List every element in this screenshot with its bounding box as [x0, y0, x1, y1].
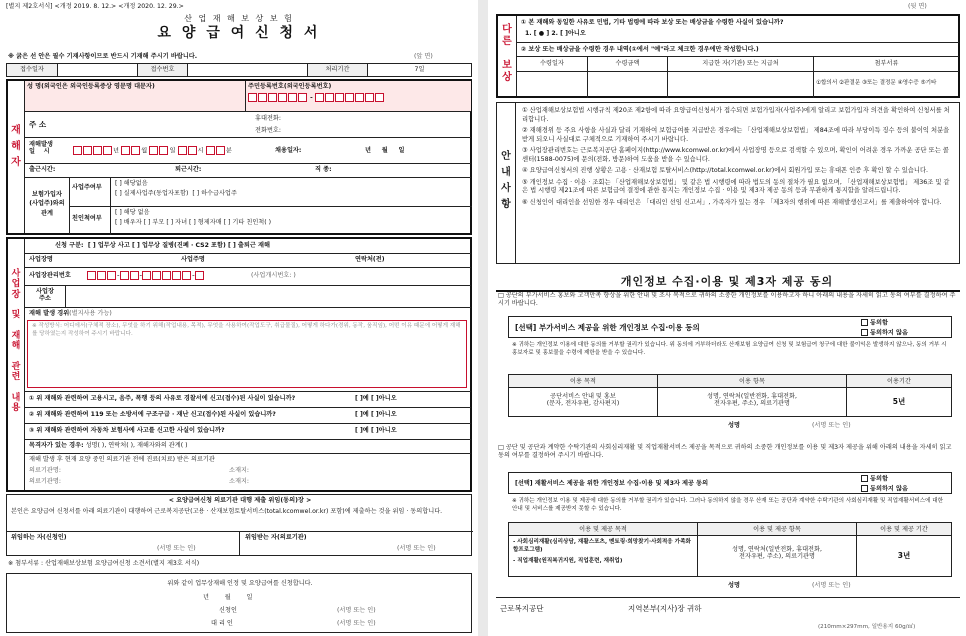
page-front-label: (앞 면) [414, 53, 433, 60]
c2-purpose-2: - 직업재활(원직복귀지원, 직업훈련, 재취업) [513, 557, 623, 564]
footer-dest: 지역본부(지사)장 귀하 [628, 604, 702, 613]
accident-date-row [25, 137, 471, 163]
c1-items: 성명, 연락처(일반전화, 휴대전화, 전자우편, 주소), 의료기관명 [657, 387, 847, 417]
footer-rule [496, 597, 960, 598]
business-side-label: 사 업 장 및 재 해 관 련 내 용 [11, 269, 21, 414]
question-3-row [25, 423, 471, 439]
work-time-label: 출근시간: [29, 166, 56, 173]
question-1-row [25, 391, 471, 407]
address-label: 주 소 [29, 120, 47, 129]
c1-col-items: 이용 항목 [657, 374, 847, 388]
delegation-text: 본인은 요양급여 신청서를 아래 의료기관이 대행하여 근로복지공단(고용 · 산재보험토탈서비스(total.kcomwel.or.kr) 포함)에 제출하는 것을 위임 · 동의합니다. [11, 508, 443, 515]
consent-2-disagree[interactable]: 동의하지 않음 [861, 485, 908, 493]
name-row [25, 81, 471, 111]
consent-1-note: ※ 귀하는 개인정보 이용에 대한 동의를 거부할 권리가 있습니다. 위 동의에 거부하더라도 산재보험 요양급여 신청 및 보험급여 청구에 대한 불이익은 발생하지 않으나, 동의 거부 시 홍보자료 및 홍보물을 수령에 제한을 받을 수 있습니다. [512, 342, 947, 356]
receipt-row [6, 63, 472, 77]
accident-process-hint: (별지사용 가능) [69, 310, 112, 317]
doc-options[interactable]: ①합의서 ②판결문 ③또는 결정문 ④영수증 ⑤기타 [813, 72, 959, 98]
consent-1-header [508, 316, 952, 338]
accident-process-row [25, 307, 471, 391]
biz-address-field[interactable] [65, 286, 471, 308]
col-recipient: 수령일자 [540, 60, 564, 67]
c2-purpose [508, 535, 698, 577]
footer-statement: 위와 같이 업무상재해 인정 및 요양급여를 신청합니다. [167, 580, 313, 587]
biz-name-label: 사업장명 [29, 256, 53, 263]
question-2-text: ② 위 재해와 관련하여 119 또는 소방서에 구조구급 · 재난 신고(접수)된 사실이 있습니까? [29, 411, 276, 418]
consent-2-agree[interactable]: 동의함 [861, 475, 888, 483]
rel-option-family[interactable]: [ ] 배우자 [ ] 부모 [ ] 자녀 [ ] 형제자매 [ ] 기타 친인척( ) [115, 219, 272, 227]
agree-checkbox[interactable] [861, 319, 868, 326]
accident-date-boxes[interactable]: 년 월 일 시 분 [73, 146, 232, 155]
guide-item-5: ⑤ 개인정보 수집 · 이용 · 조회는 「산업재해보상보험법」 및 같은 법 시행령에 따라 법도의 동의 절차가 필요 없으며, 「산업재해보상보험법」 제36조 및 같은 법 시행령 제21조에 따른 보험급여 결정에 관한 통지는 개인정보 수집 · 이용 및 제3자 제공 동의 등과 무관하게 통지함을 알려드립니다. [522, 178, 950, 194]
witness-row [25, 439, 471, 453]
other-comp-question-2: ② 보상 또는 배상금을 수령한 경우 내역(①에서 "예"라고 체크한 경우에만 작성합니다.) [517, 42, 959, 56]
attachment-note: ※ 첨부서류 : 산업재해보상보험 요양급여신청 소견서(별지 제3호 서식) [8, 560, 200, 567]
delegation-title: < 요양급여신청 의료기관 대행 제출 위임(동의)장 > [168, 497, 312, 504]
address-field[interactable] [55, 112, 251, 138]
form-subtitle: 산 업 재 해 보 상 보 험 [184, 14, 294, 23]
signature-section [6, 573, 472, 633]
bo-option-none[interactable]: [ ] 해당없음 [115, 180, 148, 187]
other-compensation-section [496, 14, 960, 98]
footer-org: 근로복지공단 [500, 604, 544, 613]
consent-1-table [508, 374, 952, 418]
other-comp-options[interactable]: 1. [ ● ] 2. [ ]아니오 [525, 30, 586, 37]
biz-mgmt-label: 사업장관리번호 [29, 272, 71, 279]
disagree-checkbox-2[interactable] [861, 485, 868, 492]
consent-2-title: [선택] 재활서비스 제공을 위한 개인정보 수집·이용 및 제3자 제공 동의 [515, 480, 709, 487]
contact-label: 연락처(전) [355, 256, 385, 263]
consent-2-header [508, 472, 952, 494]
c2-items: 성명, 연락처(일반전화, 휴대전화, 전자우편, 주소), 의료기관명 [697, 535, 857, 577]
question-2-row [25, 407, 471, 423]
disagree-checkbox[interactable] [861, 329, 868, 336]
app-type-options[interactable]: [ ] 업무상 사고 [ ] 업무상 질병(진폐 · CS2 포함) [ ] 출퇴근 재해 [87, 242, 270, 249]
paper-size: (210mm×297mm, 일반용지 60g/㎡) [818, 624, 916, 630]
employment-date-label: 채용일자: [275, 147, 302, 154]
applicant-label: 신청인 [219, 607, 237, 614]
guide-item-6: ⑥ 신청인이 대리인을 선임한 경우 대리인은 「대리인 선임 신고서」, 가족자가 있는 경우 「제3자의 행위에 따른 재해발생신고서」를 제출하여야 합니다. [522, 198, 942, 206]
col-doc: 첨부서류 [813, 57, 959, 71]
required-instruction: ※ 굵은 선 안은 필수 기재사항이므로 반드시 기재해 주시기 바랍니다. [8, 53, 198, 60]
rrn-label: 주민등록번호(외국인등록번호) [248, 83, 332, 90]
rrn-field[interactable] [245, 81, 471, 111]
process-period-value: 7일 [367, 64, 471, 76]
delegator-sign[interactable]: (서명 또는 인) [157, 545, 196, 552]
med-name-2[interactable]: 의료기관명: [29, 478, 61, 485]
consent-1-title: [선택] 부가서비스 제공을 위한 개인정보 수집·이용 동의 [515, 323, 700, 332]
c1-sign-note[interactable]: (서명 또는 인) [812, 422, 851, 429]
other-comp-table [517, 56, 959, 96]
accident-date-label: 재해발생 일 시 [29, 141, 53, 156]
relation-row [25, 177, 471, 233]
privacy-title: 개인정보 수집·이용 및 제3자 제공 동의 [620, 275, 834, 288]
other-comp-question: ① 본 재해와 동일한 사유로 민법, 기타 법령에 따라 보상 또는 배상금을 수령한 사실이 있습니까? [521, 19, 784, 26]
bo-option-real[interactable]: [ ] 실제사업주(동업자포함) [115, 190, 189, 198]
receipt-date-label: 접수일자 [7, 64, 57, 76]
applicant-sign[interactable]: (서명 또는 인) [337, 607, 376, 614]
relative-label: 친인척여부 [72, 215, 102, 222]
page-gap [478, 0, 488, 636]
med-addr-1[interactable]: 소재지: [229, 467, 250, 474]
c2-sign-name: 성명 [728, 582, 740, 589]
medical-history-text: 재해 발생 후 현재 요양 중인 의료기관 전에 진료(치료) 받은 의료기관 [29, 456, 215, 463]
rel-option-none[interactable]: [ ] 해당 없음 [115, 209, 150, 216]
question-3-text: ③ 위 재해와 관련하여 자동차 보험사에 사고를 신고한 사실이 있습니까? [29, 427, 225, 434]
owner-name-label: 사업주명 [181, 256, 205, 263]
question-1-text: ① 위 재해와 관련하여 고용시고, 음주, 폭행 등의 사유로 경찰서에 신고(접수)된 사실이 있습니까? [29, 395, 296, 402]
agree-checkbox-2[interactable] [861, 475, 868, 482]
witness-name[interactable]: 성명( ), [85, 442, 107, 449]
consent-1-agree[interactable]: 동의함 [861, 319, 888, 327]
med-name-1[interactable]: 의료기관명: [29, 467, 61, 474]
med-addr-2[interactable]: 소재지: [229, 478, 250, 485]
accident-process-label: 재해 발생 경위 [29, 310, 70, 317]
c1-col-purpose: 이용 목적 [508, 374, 658, 388]
c1-purpose: 공단서비스 안내 및 홍보 (문자, 전자우편, 감사편지) [508, 387, 658, 417]
question-3-answer[interactable]: [ ]예 [ ]아니오 [355, 427, 397, 434]
accident-process-placeholder: ※ 작성방식: 어디에서(구체적 장소), 무엇을 하기 위해(작업내용, 목적), 무엇을 사용하여(작업도구, 취급물질), 어떻게 하다가(경위, 동작, 움직임), 어떤 이유 때문에 어떻게 재해를 당하였는지 작성하여 주시기 바랍니다. [32, 323, 461, 337]
footer-date: 년 월 일 [203, 594, 253, 601]
c1-col-period: 이용기간 [846, 374, 952, 388]
privacy-intro: □ 공단의 부가서비스 홍보와 고객만족 향상을 위한 안내 및 조사 목적으로 귀하의 소중한 개인정보를 이용하고자 하니 아래의 내용을 자세히 읽고 동의 여부를 결정하여 주시기 바랍니다. [498, 292, 956, 308]
mobile-label: 휴대전화: [255, 115, 281, 122]
medical-history-row [25, 453, 471, 490]
delegator-label: 위임하는 자(신청인) [11, 534, 67, 541]
accident-process-textarea[interactable] [27, 320, 467, 388]
form-title: 요 양 급 여 신 청 서 [157, 25, 321, 41]
bo-option-sub[interactable]: [ ] 하수급사업주 [192, 190, 237, 198]
guide-item-4: ④ 요양급여신청서의 진행 상황은 고용 · 산재보험 토탈서비스(http://total.kcomwel.or.kr)에서 회원가입 또는 휴대폰 인증 후 확인 할 수 있습니다. [522, 167, 929, 174]
delegatee-sign[interactable]: (서명 또는 인) [397, 545, 436, 552]
biz-name-row [25, 253, 471, 267]
consent-1-disagree[interactable]: 동의하지 않음 [861, 329, 908, 337]
form-reference: [별지 제2호서식] <개정 2019. 8. 12.> <개정 2020. 12. 29.> [6, 3, 184, 10]
receipt-number-field[interactable] [187, 64, 307, 76]
phone-label: 전화번호: [255, 127, 281, 134]
witness-contact[interactable]: 연락처( ), [108, 442, 135, 449]
employment-date-units: 년 월 일 [365, 147, 405, 154]
guide-item-2: ② 재해경위 등 주요 사항을 사실과 달리 기재하여 보험급여를 지급받은 경우에는 「산업재해보상보험법」 제84조에 따라 부당이득 징수 등의 불이익 처분을 받게 되오니 사실대로 구체적으로 기재하여 주시기 바랍니다. [522, 127, 950, 143]
business-owner-label: 사업주여부 [72, 184, 102, 191]
col-amount: 수령금액 [587, 57, 667, 71]
biz-mgmt-boxes[interactable]: - - - [87, 271, 205, 280]
receipt-number-label: 접수번호 [137, 64, 187, 76]
agent-label: 대 리 인 [211, 620, 233, 627]
form-back-page [488, 0, 966, 636]
col-payer: 지급한 자(기관) 또는 지급처 [667, 57, 813, 71]
biz-address-label: 사업장 주소 [36, 288, 54, 303]
c2-period: 3년 [856, 535, 952, 577]
rrn-boxes: - [248, 93, 469, 102]
process-period-label: 처리기간 [307, 64, 367, 76]
c2-col-purpose: 이용 및 제공 목적 [508, 522, 698, 536]
witness-relation[interactable]: 재해자와의 관계( ) [136, 442, 188, 449]
question-2-answer[interactable]: [ ]예 [ ]아니오 [355, 411, 397, 418]
work-time-row [25, 163, 471, 177]
relation-group-label: 보험가입자 (사업주)와의 관계 [29, 191, 65, 217]
c1-sign-name: 성명 [728, 422, 740, 429]
leave-time-label: 퇴근시간: [175, 166, 202, 173]
job-type-label: 직 종: [315, 166, 332, 173]
address-row [25, 111, 471, 137]
guide-side-label: 안 내 사 항 [501, 151, 511, 210]
victim-side-label: 재 해 자 [11, 125, 21, 168]
app-type-label: 신청 구분: [55, 242, 84, 249]
receipt-date-field[interactable] [57, 64, 137, 76]
page-back-label: (뒷 면) [908, 3, 927, 10]
agent-sign[interactable]: (서명 또는 인) [337, 620, 376, 627]
witness-label: 목격자가 있는 경우: [29, 442, 84, 449]
consent-2-note: ※ 귀하는 개인정보 이용 및 제공에 대한 동의를 거부할 권리가 있습니다. 그러나 동의하지 않을 경우 산재 또는 공단과 계약한 수탁기관의 사회심리재활 및 직업재활서비스에 대한 안내 및 서비스를 제공받지 못할 수 있습니다. [512, 498, 944, 512]
privacy-intro-2: □ 공단 및 공단과 계약한 수탁기관의 사회심리재활 및 직업재활서비스 제공을 목적으로 귀하의 소중한 개인정보를 이용 및 제3자 제공을 위해 아래의 내용을 자세히 읽고 동의 여부를 결정하여 주시기 바랍니다. [498, 444, 952, 460]
consent-2-table [508, 522, 952, 578]
delegation-section [6, 494, 472, 556]
c2-col-period: 이용 및 제공 기간 [856, 522, 952, 536]
question-1-answer[interactable]: [ ]예 [ ]아니오 [355, 395, 397, 402]
name-field[interactable] [25, 81, 245, 111]
guide-item-3: ③ 사업장관리번호는 근로복지공단 홈페이지(http://www.kcomwel.or.kr)에서 사업장명 등으로 검색할 수 있으며, 확인이 어려운 경우 가까운 공단 또는 콜센터(1588-0075)에 문의(전화, 방문)하여 도움을 받을 수 있습니다. [522, 147, 949, 163]
app-type-row [55, 242, 270, 249]
biz-address-row [25, 285, 471, 307]
name-label: 성 명(외국인은 외국인등록증상 영문명 대문자) [27, 83, 155, 90]
biz-open-no-label: (사업개시번호: ) [251, 272, 296, 279]
delegatee-label: 위임받는 자(의료기관) [245, 534, 307, 541]
guide-section [496, 102, 960, 264]
form-front-page [0, 0, 478, 636]
biz-mgmt-row [25, 267, 471, 285]
c2-purpose-1: - 사회심리재활(심리상담, 재활스포츠, 멘토링·희망찾기·사회적응 가족화합프로그램) [513, 539, 691, 553]
c2-sign-note[interactable]: (서명 또는 인) [812, 582, 851, 589]
c2-col-items: 이용 및 제공 항목 [697, 522, 857, 536]
victim-section [6, 79, 472, 235]
c1-period: 5년 [846, 387, 952, 417]
other-comp-side-label: 다 른 보 상 [502, 24, 512, 83]
guide-item-1: ① 산업재해보상보험법 시행규칙 제20조 제2항에 따라 요양급여신청서가 접수되면 보험가입자(사업주)에게 알리고 보험가입자 의견을 확인하여 신청서를 처리합니다. [522, 107, 950, 123]
business-section [6, 237, 472, 492]
